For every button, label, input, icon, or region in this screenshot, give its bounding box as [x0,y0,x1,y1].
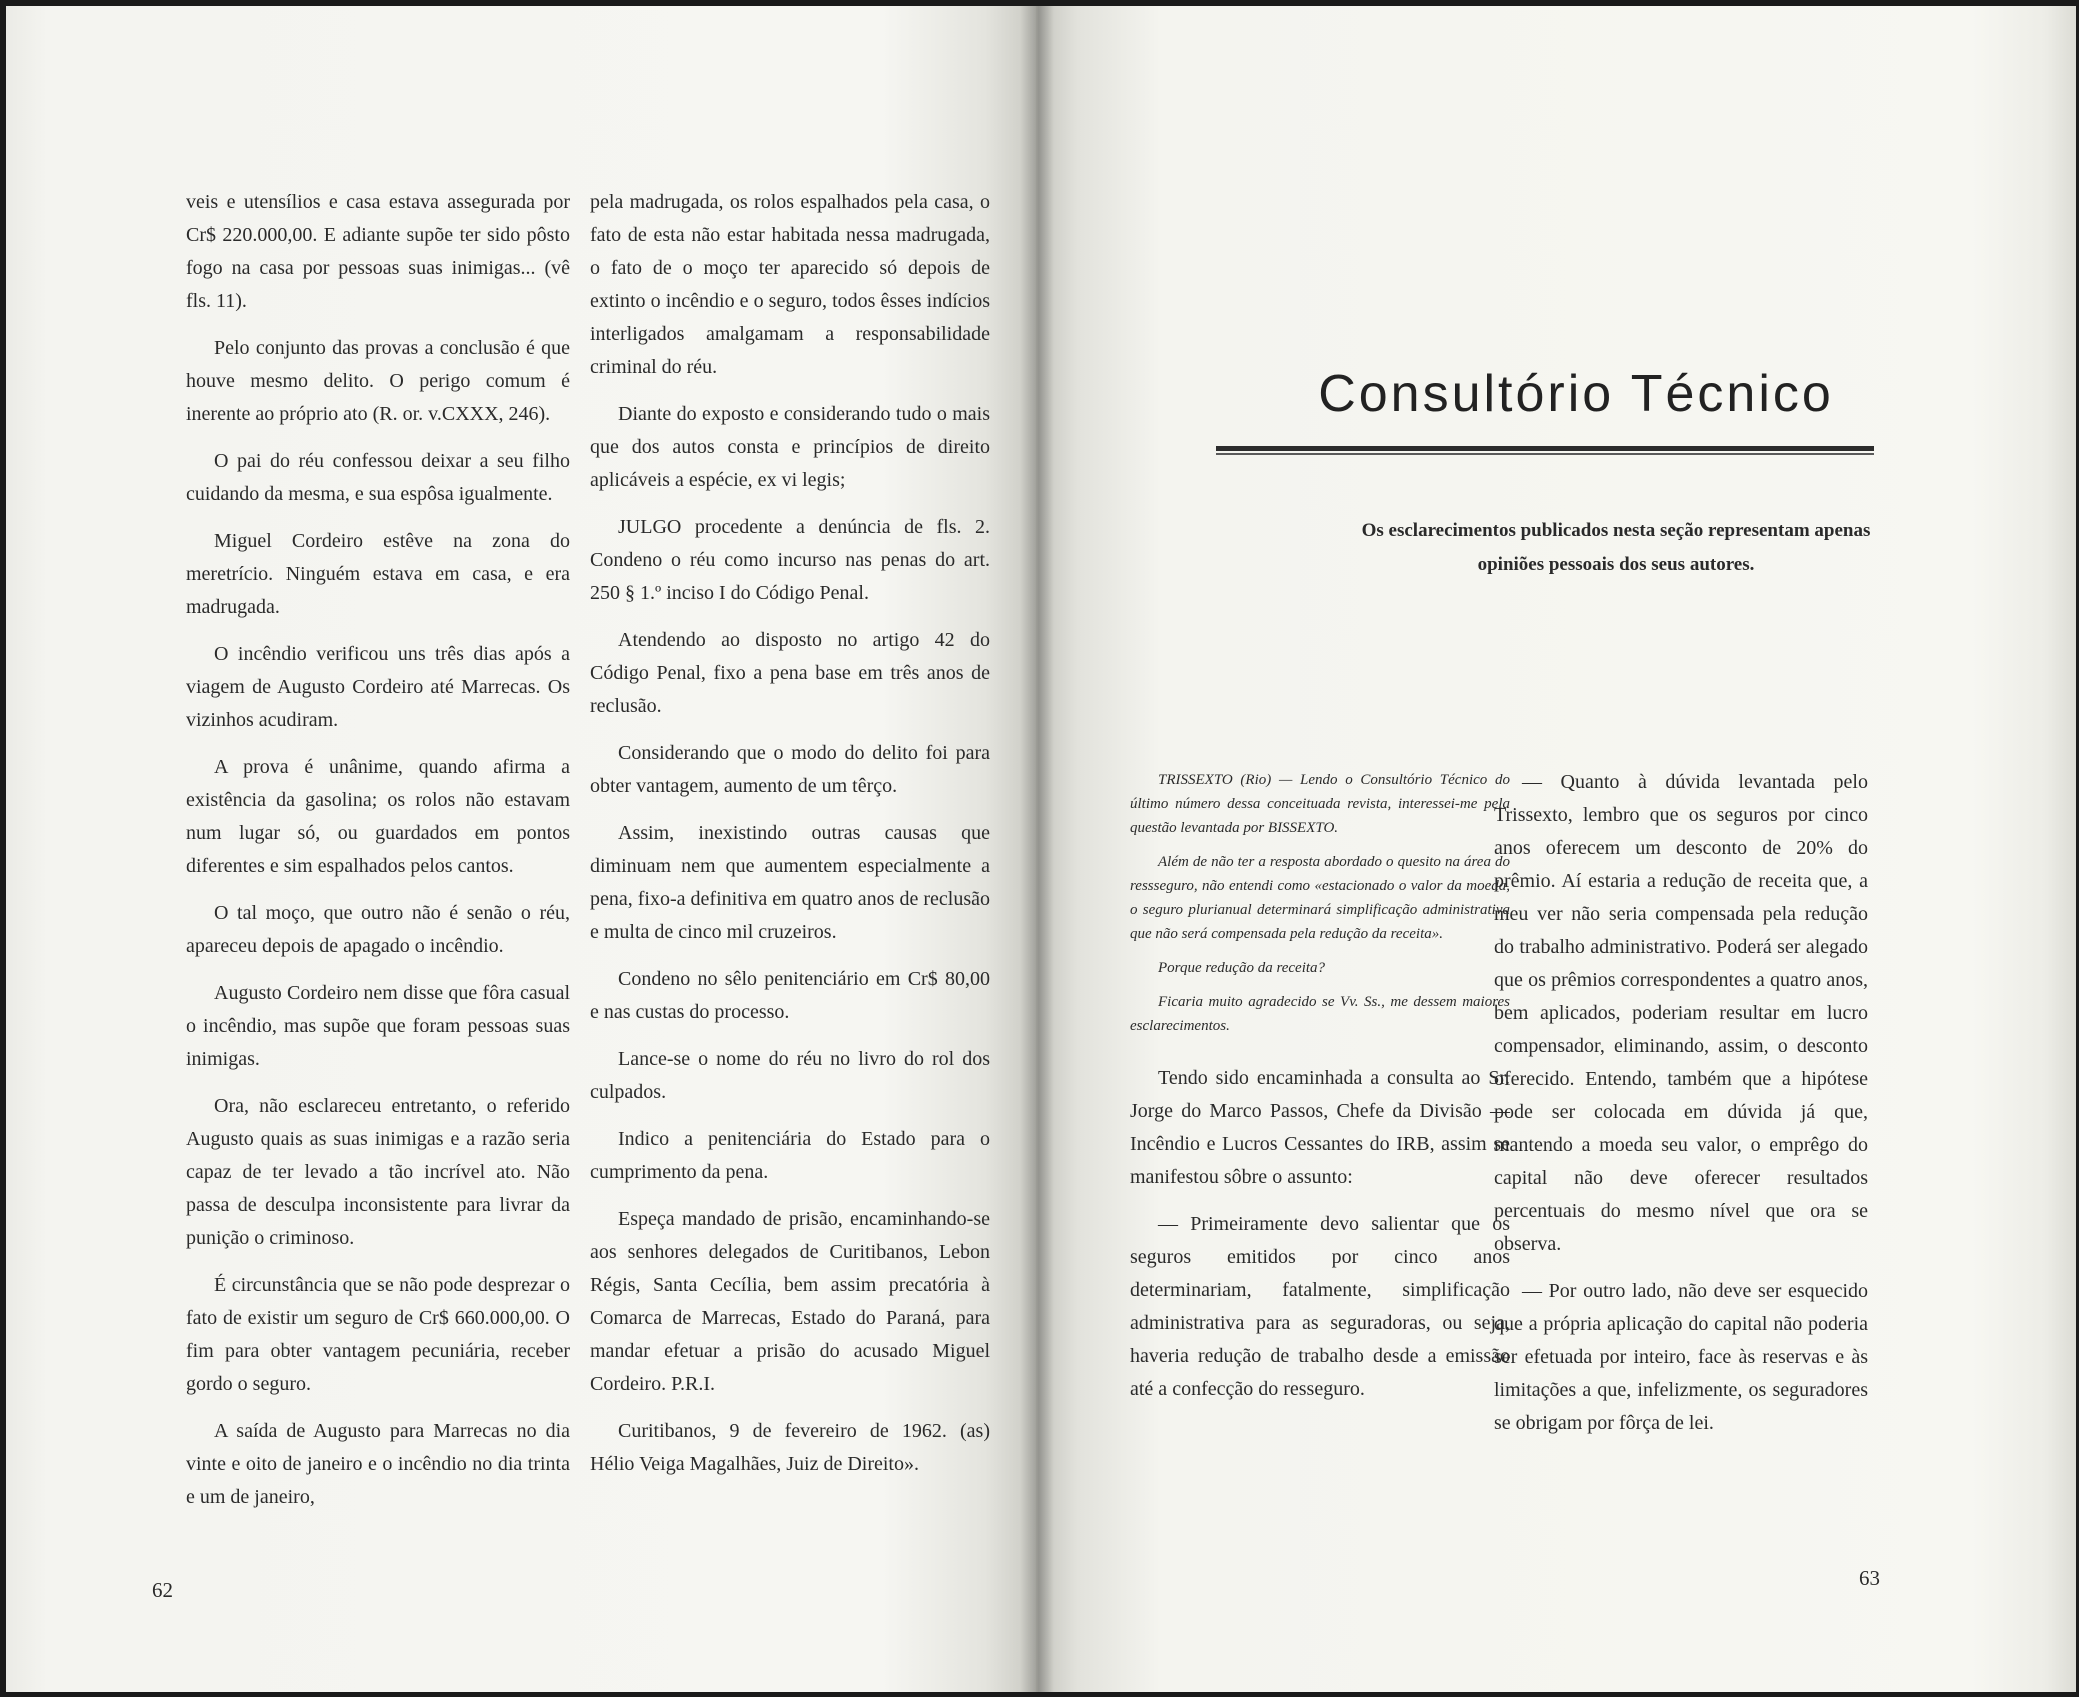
paragraph: — Por outro lado, não deve ser esquecido que a própria aplicação do capital não poderia ser efetuada por inteiro, face às reservas e às limitações a que, infelizmente, os seguradores se obrigam por fôrça de lei. [1494,1280,1868,1434]
paragraph: Condeno no sêlo penitenciário em Cr$ 80,00 e nas custas do processo. [590,968,990,1023]
page-number: 62 [152,1578,173,1602]
paragraph: A saída de Augusto para Marrecas no dia vinte e oito de janeiro e o incêndio no dia trinta e um de janeiro, [186,1420,570,1508]
paragraph: Considerando que o modo do delito foi para obter vantagem, aumento de um têrço. [590,742,990,797]
disclaimer: Os esclarecimentos publicados nesta seção representam apenas opiniões pessoais dos seus autores. [1361,520,1871,575]
letter-paragraph: TRISSEXTO (Rio) — Lendo o Consultório Técnico do último número dessa conceituada revista, interessei-me pela questão levantada por BISSEXTO. [1130,772,1510,836]
paragraph: Diante do exposto e considerando tudo o mais que dos autos consta e princípios de direito aplicáveis a espécie, ex vi legis; [590,403,990,491]
paragraph: veis e utensílios e casa estava assegurada por Cr$ 220.000,00. E adiante supõe ter sido pôsto fogo na casa por pessoas suas inimigas... (vê fls. 11). [186,191,570,312]
reader-letter [1130,768,1510,1038]
paragraph: Espeça mandado de prisão, encaminhando-se aos senhores delegados de Curitibanos, Lebon Régis, Santa Cecília, bem assim precatória à Comarca de Marrecas, Estado do Paraná, para mandar efetuar a prisão do acusado Miguel Cordeiro. P.R.I. [590,1208,990,1395]
heading-rule [1216,446,1874,451]
paragraph: O incêndio verificou uns três dias após a viagem de Augusto Cordeiro até Marrecas. Os vizinhos acudiram. [186,643,570,731]
right-page-column-2 [1494,766,1868,1454]
paragraph: O pai do réu confessou deixar a seu filho cuidando da mesma, e sua espôsa igualmente. [186,450,570,505]
letter-paragraph: Além de não ter a resposta abordado o quesito na área do ressseguro, não entendi como «estacionado o valor da moeda, o seguro plurianual determinará simplificação administrativa que não será compensada pela redução da receita». [1130,854,1510,942]
paragraph: É circunstância que se não pode desprezar o fato de existir um seguro de Cr$ 660.000,00. O fim para obter vantagem pecuniária, receber gordo o seguro. [186,1274,570,1395]
paragraph: Curitibanos, 9 de fevereiro de 1962. (as) Hélio Veiga Magalhães, Juiz de Direito». [590,1420,990,1475]
paragraph: Lance-se o nome do réu no livro do rol dos culpados. [590,1048,990,1103]
paragraph: Ora, não esclareceu entretanto, o referido Augusto quais as suas inimigas e a razão seria capaz de ter levado a tão incrível ato. Não passa de desculpa inconsistente para livrar da punição o criminoso. [186,1095,570,1249]
paragraph: Pelo conjunto das provas a conclusão é que houve mesmo delito. O perigo comum é inerente ao próprio ato (R. or. v.CXXX, 246). [186,337,570,425]
right-page [1036,6,2076,1692]
heading-rule-thin [1216,453,1874,455]
reply [1130,1062,1510,1406]
paragraph: Assim, inexistindo outras causas que diminuam nem que aumentem especialmente a pena, fixo-a definitiva em quatro anos de reclusão e multa de cinco mil cruzeiros. [590,822,990,943]
paragraph: — Quanto à dúvida levantada pelo Trissexto, lembro que os seguros por cinco anos oferecem um desconto de 20% do prêmio. Aí estaria a redução de receita que, a meu ver não seria compensada pela redução do trabalho administrativo. Poderá ser alegado que os prêmios correspondentes a quatro anos, bem aplicados, poderiam resultar em lucro compensador, eliminando, assim, o desconto oferecido. Entendo, também que a hipótese pode ser colocada em dúvida já que, mantendo a moeda seu valor, o emprêgo do capital não deve oferecer resultados percentuais do mesmo nível que ora se observa. [1494,771,1868,1255]
paragraph: O tal moço, que outro não é senão o réu, apareceu depois de apagado o incêndio. [186,902,570,957]
left-page-column-1 [186,186,570,1528]
paragraph: Augusto Cordeiro nem disse que fôra casual o incêndio, mas supõe que foram pessoas suas inimigas. [186,982,570,1070]
page-number: 63 [1859,1566,1880,1590]
left-page [6,6,1036,1692]
letter-paragraph: Ficaria muito agradecido se Vv. Ss., me dessem maiores esclarecimentos. [1130,994,1510,1034]
paragraph: JULGO procedente a denúncia de fls. 2. Condeno o réu como incurso nas penas do art. 250 § 1.º inciso I do Código Penal. [590,516,990,604]
paragraph: Atendendo ao disposto no artigo 42 do Código Penal, fixo a pena base em três anos de reclusão. [590,629,990,717]
right-page-column-1 [1130,768,1510,1420]
paragraph: Indico a penitenciária do Estado para o cumprimento da pena. [590,1128,990,1183]
paragraph: Miguel Cordeiro estêve na zona do meretrício. Ninguém estava em casa, e era madrugada. [186,530,570,618]
paragraph: A prova é unânime, quando afirma a existência da gasolina; os rolos não estavam num lugar só, ou guardados em pontos diferentes e sim espalhados pelos cantos. [186,756,570,877]
left-page-column-2 [590,186,990,1495]
book-spine-shadow [1020,6,1054,1692]
section-heading: Consultório Técnico [1318,365,1834,423]
paragraph: Tendo sido encaminhada a consulta ao Sr. Jorge do Marco Passos, Chefe da Divisão — Incêndio e Lucros Cessantes do IRB, assim se manifestou sôbre o assunto: [1130,1067,1510,1188]
paragraph: — Primeiramente devo salientar que os seguros emitidos por cinco anos determinariam, fatalmente, simplificação administrativa para as seguradoras, ou seja, haveria redução de trabalho desde a emissão até a confecção do resseguro. [1130,1213,1510,1400]
letter-paragraph: Porque redução da receita? [1158,960,1326,976]
paragraph: pela madrugada, os rolos espalhados pela casa, o fato de esta não estar habitada nessa madrugada, o fato de o moço ter aparecido só depois de extinto o incêndio e o seguro, todos êsses indícios interligados amalgamam a responsabilidade criminal do réu. [590,191,990,378]
